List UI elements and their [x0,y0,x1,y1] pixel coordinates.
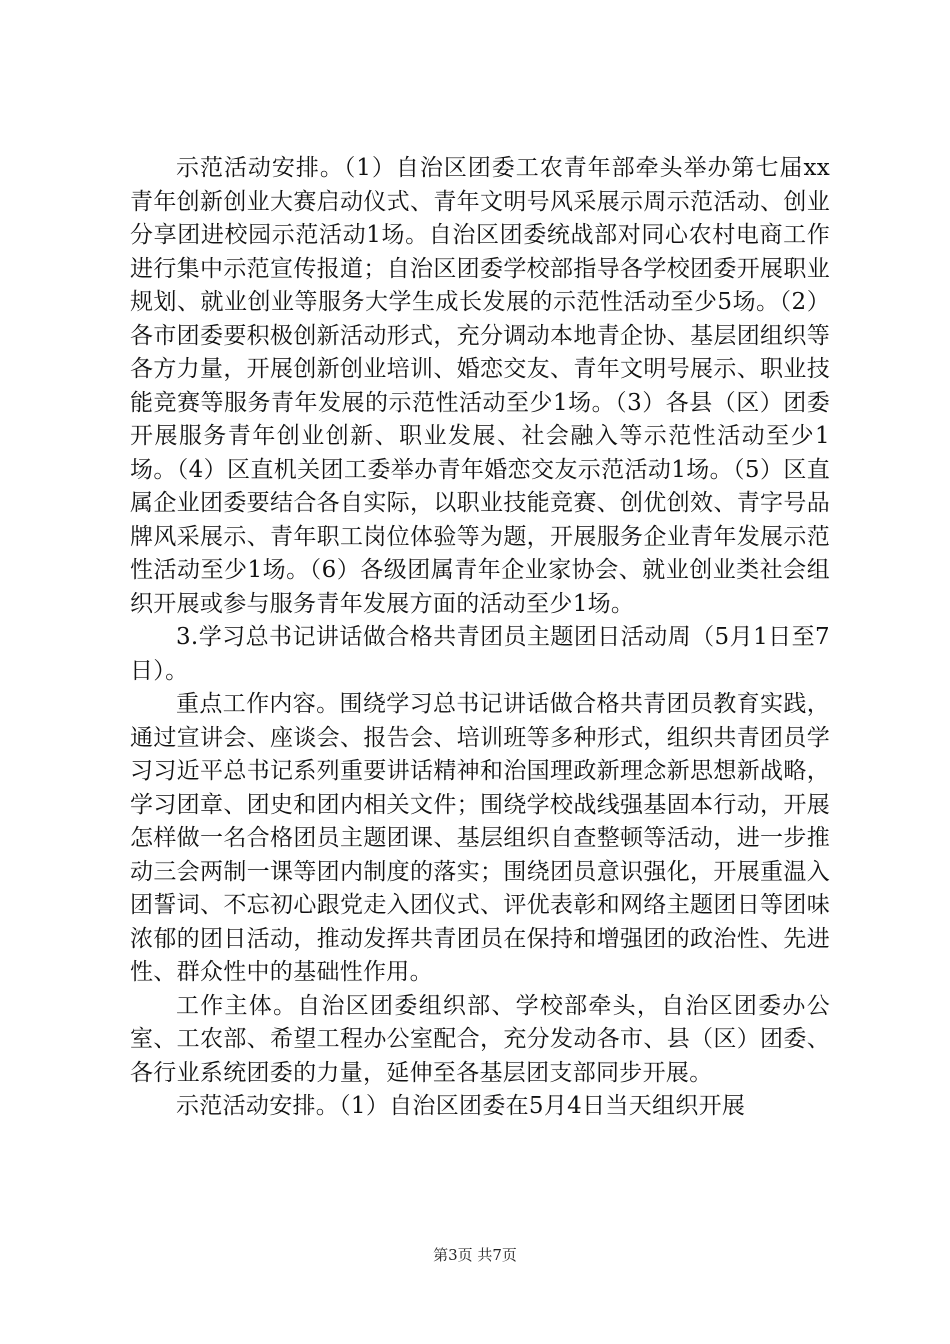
paragraph-section-heading: 3.学习总书记讲话做合格共青团员主题团日活动周（5月1日至7日）。 [130,624,830,684]
paragraph-work-subject: 工作主体。自治区团委组织部、学校部牵头，自治区团委办公室、工农部、希望工程办公室配合，充分发动各市、县（区）团委、各行业系统团委的力量，延伸至各基层团支部同步开展。 [130,992,830,1086]
page-number: 第3页 共7页 [433,1246,517,1264]
paragraph-key-work: 重点工作内容。围绕学习总书记讲话做合格共青团员教育实践，通过宣讲会、座谈会、报告会、培训班等多种形式，组织共青团员学习习近平总书记系列重要讲话精神和治国理政新理念新思想新战略，学习团章、团史和团内相关文件；围绕学校战线强基固本行动，开展怎样做一名合格团员主题团课、基层组织自查整顿等活动，进一步推动三会两制一课等团内制度的落实；围绕团员意识强化，开展重温入团誓词、不忘初心跟党走入团仪式、评优表彰和网络主题团日等团味浓郁的团日活动，推动发挥共青团员在保持和增强团的政治性、先进性、群众性中的基础性作用。 [130,691,830,985]
paragraph-demo-activities: 示范活动安排。（1）自治区团委工农青年部牵头举办第七届xx青年创新创业大赛启动仪式、青年文明号风采展示周示范活动、创业分享团进校园示范活动1场。自治区团委统战部对同心农村电商工作进行集中示范宣传报道；自治区团委学校部指导各学校团委开展职业规划、就业创业等服务大学生成长发展的示范性活动至少5场。（2）各市团委要积极创新活动形式，充分调动本地青企协、基层团组织等各方力量，开展创新创业培训、婚恋交友、青年文明号展示、职业技能竞赛等服务青年发展的示范性活动至少1场。（3）各县（区）团委开展服务青年创业创新、职业发展、社会融入等示范性活动至少1场。（4）区直机关团工委举办青年婚恋交友示范活动1场。（5）区直属企业团委要结合各自实际，以职业技能竞赛、创优创效、青字号品牌风采展示、青年职工岗位体验等为题，开展服务企业青年发展示范性活动至少1场。（6）各级团属青年企业家协会、就业创业类社会组织开展或参与服务青年发展方面的活动至少1场。 [130,155,830,617]
page-footer [0,1244,950,1265]
document-body [130,152,830,1124]
paragraph-demo-activities-continued: 示范活动安排。（1）自治区团委在5月4日当天组织开展 [176,1093,746,1119]
